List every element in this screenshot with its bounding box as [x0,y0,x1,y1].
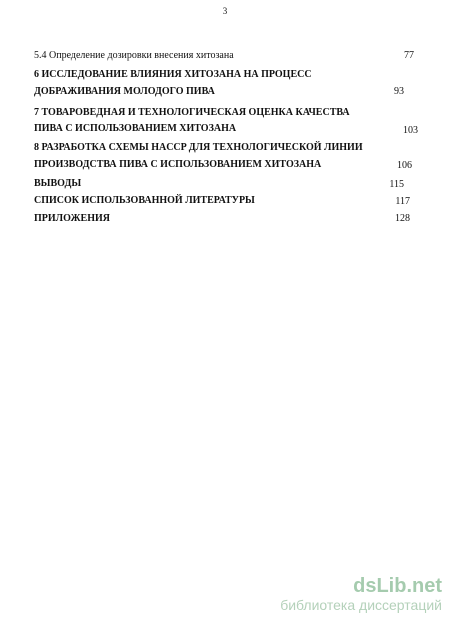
toc-entry-page: 106 [397,160,412,171]
toc-entry-page: 128 [395,213,410,224]
toc-entry-page: 115 [389,179,404,190]
toc-entry-text: ПИВА С ИСПОЛЬЗОВАНИЕМ ХИТОЗАНА [34,123,237,134]
toc-entry-page: 93 [394,86,404,97]
toc-entry-page: 117 [395,196,410,207]
toc-entry-text: ПРИЛОЖЕНИЯ [34,213,110,224]
toc-entry-text: 6 ИССЛЕДОВАНИЕ ВЛИЯНИЯ ХИТОЗАНА НА ПРОЦЕСС [34,69,312,80]
dslib-watermark [280,575,442,613]
toc-entry-page: 77 [404,50,414,61]
watermark-subtitle: библиотека диссертаций [280,597,442,613]
watermark-logo: dsLib.net [353,575,442,597]
toc-entry-text: ВЫВОДЫ [34,178,82,189]
toc-entry-text: ПРОИЗВОДСТВА ПИВА С ИСПОЛЬЗОВАНИЕМ ХИТОЗАНА [34,159,322,170]
toc-entry-text: ДОБРАЖИВАНИЯ МОЛОДОГО ПИВА [34,86,215,97]
page-number: 3 [222,6,228,16]
toc-entry-text: 8 РАЗРАБОТКА СХЕМЫ HACCP ДЛЯ ТЕХНОЛОГИЧЕСКОЙ ЛИНИИ [34,142,363,153]
toc-entry-page: 103 [403,125,418,136]
toc-entry-text: 5.4 Определение дозировки внесения хитозана [34,50,234,61]
toc-entry-text: 7 ТОВАРОВЕДНАЯ И ТЕХНОЛОГИЧЕСКАЯ ОЦЕНКА КАЧЕСТВА [34,107,350,118]
toc-entry-text: СПИСОК ИСПОЛЬЗОВАННОЙ ЛИТЕРАТУРЫ [34,195,255,206]
